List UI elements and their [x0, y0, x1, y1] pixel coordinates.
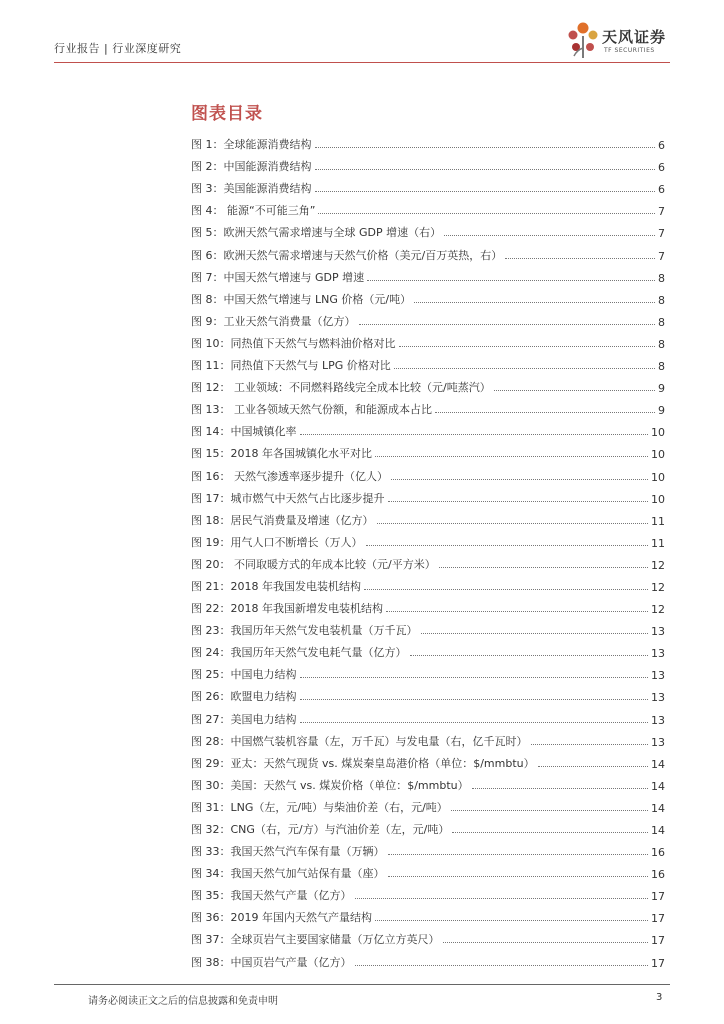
toc-item-label[interactable]: 图 9：工业天然气消费量（亿方）: [191, 314, 356, 328]
toc-item-page: 17: [651, 934, 665, 948]
company-logo: [566, 20, 676, 64]
toc-item-page: 13: [651, 647, 665, 661]
toc-item-label[interactable]: 图 22：2018 年我国新增发电装机结构: [191, 602, 383, 616]
toc-item-page: 8: [658, 315, 665, 329]
toc-item-leader: [318, 213, 655, 214]
toc-item-page: 9: [658, 382, 665, 396]
toc-item-leader: [443, 942, 649, 943]
toc-item[interactable]: [191, 859, 665, 881]
toc-item-label[interactable]: 图 19：用气人口不断增长（万人）: [191, 535, 363, 549]
page-number: 3: [656, 992, 663, 1003]
toc-item-page: 8: [658, 360, 665, 374]
toc-item-leader: [315, 191, 656, 192]
toc-item[interactable]: [191, 484, 665, 506]
toc-item-page: 8: [658, 293, 665, 307]
toc-item-leader: [375, 456, 648, 457]
toc-item-leader: [414, 302, 655, 303]
footer-disclaimer: 请务必阅读正文之后的信息披露和免责申明: [88, 996, 278, 1007]
toc-item-leader: [394, 368, 655, 369]
toc-item-page: 11: [651, 514, 665, 528]
toc-item-page: 6: [658, 139, 665, 153]
toc-item-label[interactable]: 图 14：中国城镇化率: [191, 425, 297, 439]
toc-item-leader: [399, 346, 656, 347]
toc-item-label[interactable]: 图 15：2018 年各国城镇化水平对比: [191, 447, 372, 461]
toc-item-page: 6: [658, 161, 665, 175]
toc-item[interactable]: [191, 329, 665, 351]
toc-item-page: 6: [658, 183, 665, 197]
toc-item[interactable]: [191, 395, 665, 417]
toc-item-label[interactable]: 图 7：中国天然气增速与 GDP 增速: [191, 270, 365, 284]
toc-item[interactable]: [191, 373, 665, 395]
toc-item-leader: [300, 722, 649, 723]
toc-item[interactable]: [191, 174, 665, 196]
toc-item-leader: [359, 324, 656, 325]
header-section-label: 行业报告 | 行业深度研究: [54, 42, 182, 55]
toc-item-label[interactable]: 图 13： 工业各领域天然气份额，和能源成本占比: [191, 403, 432, 417]
toc-item-label[interactable]: 图 27：美国电力结构: [191, 712, 297, 726]
toc-item-leader: [421, 633, 649, 634]
toc-item[interactable]: [191, 307, 665, 329]
toc-item-leader: [386, 611, 648, 612]
toc-item-leader: [494, 390, 655, 391]
footer-divider: [54, 984, 670, 985]
toc-item-page: 16: [651, 868, 665, 882]
toc-item-label[interactable]: 图 32：CNG（右，元/方）与汽油价差（左，元/吨）: [191, 823, 450, 836]
toc-item[interactable]: [191, 351, 665, 373]
toc-item-leader: [410, 655, 649, 656]
toc-item-label[interactable]: 图 16： 天然气渗透率逐步提升（亿人）: [191, 469, 388, 483]
toc-item-label[interactable]: 图 4： 能源“不可能三角”: [191, 204, 316, 218]
toc-item-page: 14: [651, 779, 665, 793]
toc-item-label[interactable]: 图 20： 不同取暖方式的年成本比较（元/平方米）: [191, 557, 436, 571]
toc-item-label[interactable]: 图 28：中国燃气装机容量（左，万千瓦）与发电量（右，亿千瓦时）: [191, 734, 528, 748]
toc-item-leader: [538, 766, 648, 767]
toc-item-leader: [444, 235, 655, 236]
toc-item[interactable]: [191, 771, 665, 793]
logo-flower-icon: [566, 20, 600, 60]
toc-item-label[interactable]: 图 12： 工业领域：不同燃料路线完全成本比较（元/吨蒸汽）: [191, 381, 491, 395]
toc-item[interactable]: [191, 130, 665, 152]
toc-item-label[interactable]: 图 17：城市燃气中天然气占比逐步提升: [191, 491, 385, 505]
toc-item-leader: [300, 677, 649, 678]
toc-item[interactable]: [191, 152, 665, 174]
toc-item-label[interactable]: 图 8：中国天然气增速与 LNG 价格（元/吨）: [191, 292, 412, 306]
toc-item-page: 12: [651, 580, 665, 594]
toc-item-leader: [435, 412, 655, 413]
toc-item[interactable]: [191, 528, 665, 550]
toc-item-leader: [377, 523, 649, 524]
toc-item-page: 14: [651, 757, 665, 771]
toc-item-page: 14: [651, 801, 665, 815]
toc-item[interactable]: [191, 925, 665, 947]
toc-item-leader: [452, 832, 648, 833]
toc-item-leader: [439, 567, 648, 568]
toc-item-leader: [388, 854, 649, 855]
toc-item-label[interactable]: 图 25：中国电力结构: [191, 668, 297, 682]
toc-item-page: 13: [651, 713, 665, 727]
toc-item-page: 12: [651, 603, 665, 617]
toc-item-page: 7: [658, 227, 665, 241]
toc-item[interactable]: [191, 285, 665, 307]
toc-item[interactable]: [191, 506, 665, 528]
toc-item-page: 8: [658, 337, 665, 351]
toc-item-page: 17: [651, 912, 665, 926]
toc-item-page: 11: [651, 536, 665, 550]
toc-item-label[interactable]: 图 6：欧洲天然气需求增速与天然气价格（美元/百万英热，右）: [191, 248, 503, 262]
toc-item[interactable]: [191, 417, 665, 439]
toc-item[interactable]: [191, 572, 665, 594]
toc-item-page: 7: [658, 205, 665, 219]
toc-item[interactable]: [191, 263, 665, 285]
toc-item-label[interactable]: 图 11：同热值下天然气与 LPG 价格对比: [191, 359, 391, 373]
toc-item[interactable]: [191, 704, 665, 726]
toc-item-label[interactable]: 图 24：我国历年天然气发电耗气量（亿方）: [191, 646, 407, 660]
toc-item[interactable]: [191, 682, 665, 704]
logo-subtitle: TF SECURITIES: [604, 47, 655, 54]
toc-item-leader: [388, 876, 649, 877]
toc-item-page: 10: [651, 448, 665, 462]
toc-item[interactable]: [191, 947, 665, 969]
toc-item-leader: [300, 434, 649, 435]
toc-item-leader: [366, 545, 649, 546]
toc-item-leader: [451, 810, 648, 811]
toc-item-leader: [355, 965, 649, 966]
toc-item[interactable]: [191, 461, 665, 483]
toc-item-leader: [531, 744, 649, 745]
toc-item-page: 17: [651, 956, 665, 970]
toc-item[interactable]: [191, 638, 665, 660]
toc-item-label[interactable]: 图 2：中国能源消费结构: [191, 160, 312, 174]
toc-item-page: 10: [651, 426, 665, 440]
toc-title: 图表目录: [191, 104, 263, 124]
toc-item-page: 10: [651, 470, 665, 484]
toc-item[interactable]: [191, 903, 665, 925]
toc-item-page: 13: [651, 625, 665, 639]
toc-item[interactable]: [191, 240, 665, 262]
toc-item-page: 13: [651, 691, 665, 705]
toc-item[interactable]: [191, 594, 665, 616]
toc-item-label[interactable]: 图 26：欧盟电力结构: [191, 690, 297, 704]
toc-item-label[interactable]: 图 29：亚太：天然气现货 vs. 煤炭秦皇岛港价格（单位：$/mmbtu）: [191, 756, 535, 770]
toc-item-label[interactable]: 图 1：全球能源消费结构: [191, 138, 312, 152]
toc-item-label[interactable]: 图 5：欧洲天然气需求增速与全球 GDP 增速（右）: [191, 226, 442, 240]
toc-item-label[interactable]: 图 36：2019 年国内天然气产量结构: [191, 911, 372, 925]
toc-item-leader: [315, 169, 656, 170]
toc-item-label[interactable]: 图 38：中国页岩气产量（亿方）: [191, 955, 352, 969]
toc-item-label[interactable]: 图 3：美国能源消费结构: [191, 182, 312, 196]
toc-item-page: 10: [651, 492, 665, 506]
toc-item-leader: [367, 280, 655, 281]
toc-item[interactable]: [191, 196, 665, 218]
toc-item-page: 17: [651, 890, 665, 904]
toc-item-label[interactable]: 图 10：同热值下天然气与燃料油价格对比: [191, 336, 396, 350]
toc-item-page: 13: [651, 669, 665, 683]
toc-item-leader: [300, 699, 649, 700]
toc-item[interactable]: [191, 815, 665, 837]
toc-item-leader: [375, 920, 648, 921]
toc-item-leader: [505, 258, 655, 259]
toc-item-label[interactable]: 图 30：美国：天然气 vs. 煤炭价格（单位：$/mmbtu）: [191, 778, 469, 792]
toc-item-leader: [472, 788, 648, 789]
toc-item[interactable]: [191, 749, 665, 771]
toc-item-label[interactable]: 图 37：全球页岩气主要国家储量（万亿立方英尺）: [191, 933, 440, 947]
toc-item[interactable]: [191, 881, 665, 903]
header-divider: [54, 62, 670, 63]
toc-item-label[interactable]: 图 33：我国天然气汽车保有量（万辆）: [191, 845, 385, 859]
toc-item-leader: [355, 898, 649, 899]
toc-item-label[interactable]: 图 35：我国天然气产量（亿方）: [191, 889, 352, 903]
toc-item-page: 8: [658, 271, 665, 285]
toc-item[interactable]: [191, 218, 665, 240]
toc-item-leader: [391, 479, 648, 480]
toc-item-page: 14: [651, 824, 665, 837]
toc-item-label[interactable]: 图 31：LNG（左，元/吨）与柴油价差（右，元/吨）: [191, 800, 448, 814]
logo-name: 天风证券: [602, 28, 667, 46]
toc-item[interactable]: [191, 616, 665, 638]
toc-item[interactable]: [191, 439, 665, 461]
toc-item-leader: [388, 501, 649, 502]
toc-item-page: 16: [651, 846, 665, 860]
toc-item[interactable]: [191, 793, 665, 815]
toc-item-label[interactable]: 图 34：我国天然气加气站保有量（座）: [191, 867, 385, 881]
toc-item-label[interactable]: 图 18：居民气消费量及增速（亿方）: [191, 513, 374, 527]
toc-item-label[interactable]: 图 23：我国历年天然气发电装机量（万千瓦）: [191, 624, 418, 638]
toc-list: [191, 130, 665, 970]
toc-item[interactable]: [191, 837, 665, 859]
toc-item-page: 7: [658, 249, 665, 263]
toc-item[interactable]: [191, 727, 665, 749]
toc-item-page: 9: [658, 404, 665, 418]
toc-item-label[interactable]: 图 21：2018 年我国发电装机结构: [191, 579, 361, 593]
toc-item-page: 13: [651, 735, 665, 749]
toc-item[interactable]: [191, 550, 665, 572]
toc-item-page: 12: [651, 558, 665, 572]
toc-item[interactable]: [191, 660, 665, 682]
toc-item-leader: [315, 147, 656, 148]
toc-item-leader: [364, 589, 648, 590]
